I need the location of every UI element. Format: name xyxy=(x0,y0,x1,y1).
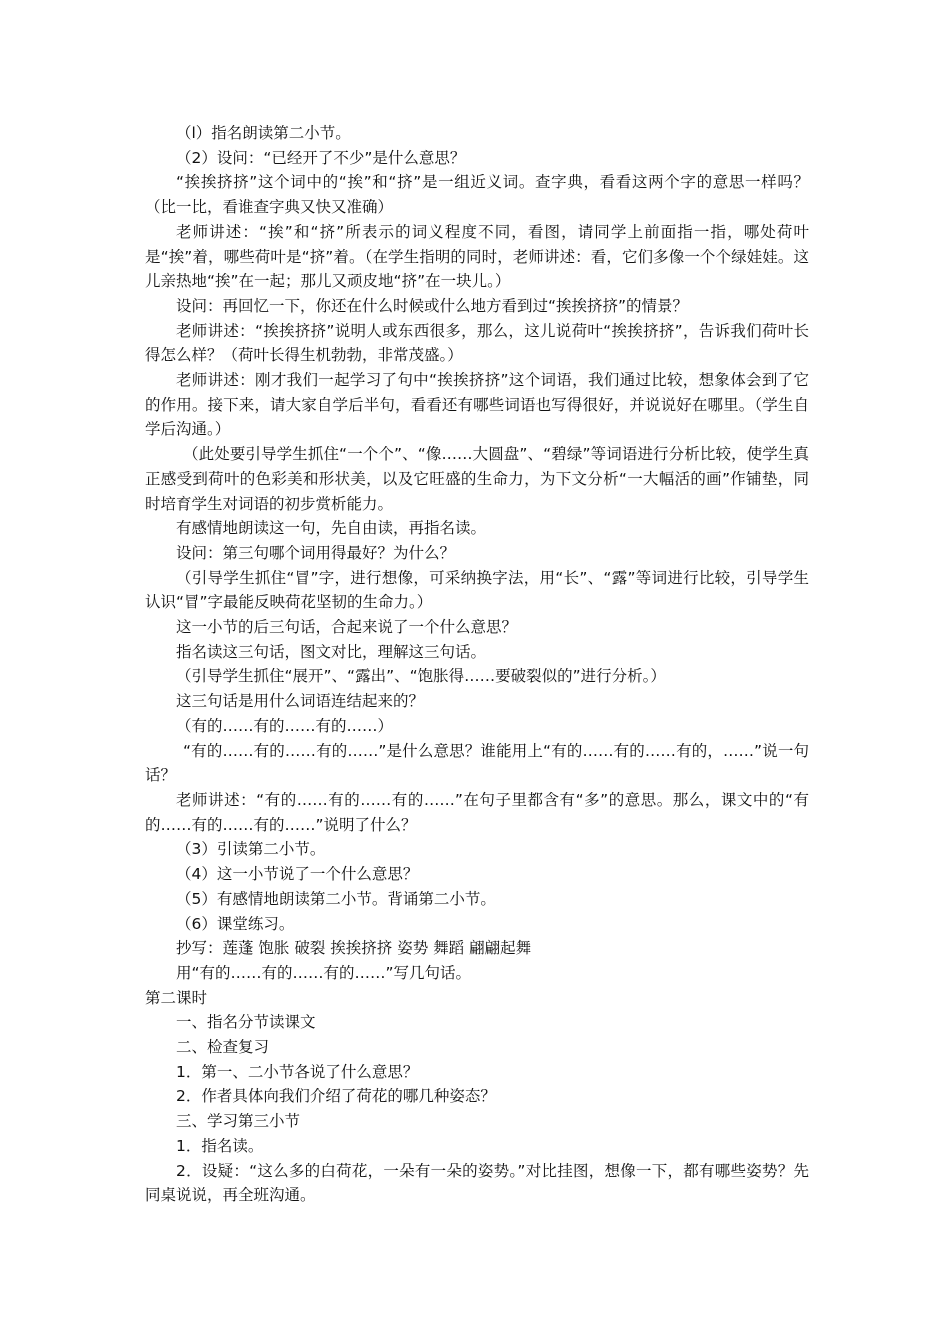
paragraph: （5）有感情地朗读第二小节。背诵第二小节。 xyxy=(176,889,496,908)
section-heading: 第二课时 xyxy=(145,988,208,1007)
paragraph: “挨挨挤挤”这个词中的“挨”和“挤”是一组近义词。查字典，看看这两个字的意思一样吗？（比一比，看谁查字典又快又准确） xyxy=(145,173,809,217)
paragraph: 1．指名读。 xyxy=(176,1136,264,1155)
paragraph: （4）这一小节说了一个什么意思？ xyxy=(176,865,419,884)
paragraph: （l）指名朗读第二小节。 xyxy=(176,124,351,142)
paragraph: 这一小节的后三句话，合起来说了一个什么意思？ xyxy=(176,618,518,637)
paragraph: 2．作者具体向我们介绍了荷花的哪几种姿态？ xyxy=(176,1087,496,1106)
paragraph: 这三句话是用什么词语连结起来的？ xyxy=(176,692,425,711)
paragraph: 老师讲述：“有的……有的……有的……”在句子里都含有“多”的意思。那么，课文中的“有的……有的……有的……”说明了什么？ xyxy=(145,790,809,834)
paragraph: 老师讲述：刚才我们一起学习了句中“挨挨挤挤”这个词语，我们通过比较，想象体会到了它的作用。接下来，请大家自学后半句，看看还有哪些词语也写得很好，并说说好在哪里。（学生自学后沟通。） xyxy=(145,371,809,439)
paragraph: 指名读这三句话，图文对比，理解这三句话。 xyxy=(176,642,487,661)
paragraph: （6）课堂练习。 xyxy=(176,914,295,933)
paragraph: 三、学习第三小节 xyxy=(176,1112,301,1131)
paragraph: （3）引读第二小节。 xyxy=(176,840,326,859)
paragraph: 设问：第三句哪个词用得最好？为什么？ xyxy=(176,543,456,562)
paragraph: 老师讲述：“挨挨挤挤”说明人或东西很多，那么，这儿说荷叶“挨挨挤挤”，告诉我们荷叶长得怎么样？（荷叶长得生机勃勃，非常茂盛。） xyxy=(145,321,809,365)
paragraph: （引导学生抓住“展开”、“露出”、“饱胀得……要破裂似的”进行分析。） xyxy=(176,667,666,686)
paragraph: 设问：再回忆一下，你还在什么时候或什么地方看到过“挨挨挤挤”的情景？ xyxy=(176,296,689,315)
paragraph: 2．设疑：“这么多的白荷花，一朵有一朵的姿势。”对比挂图，想像一下，都有哪些姿势？先同桌说说，再全班沟通。 xyxy=(145,1161,809,1205)
document-body xyxy=(145,121,809,1208)
paragraph: 抄写：莲蓬 饱胀 破裂 挨挨挤挤 姿势 舞蹈 翩翩起舞 xyxy=(176,939,532,958)
paragraph: “有的……有的……有的……”是什么意思？谁能用上“有的……有的……有的，……”说一句话？ xyxy=(145,741,809,785)
paragraph: （引导学生抓住“冒”字，进行想像，可采纳换字法，用“长”、“露”等词进行比较，引导学生认识“冒”字最能反映荷花坚韧的生命力。） xyxy=(145,568,809,612)
paragraph: 一、指名分节读课文 xyxy=(176,1013,316,1032)
paragraph: （2）设问：“已经开了不少”是什么意思？ xyxy=(176,148,466,167)
paragraph: （此处要引导学生抓住“一个个”、“像……大圆盘”、“碧绿”等词语进行分析比较，使学生真正感受到荷叶的色彩美和形状美，以及它旺盛的生命力，为下文分析“一大幅活的画”作铺垫，同时培育学生对词语的初步赏析能力。 xyxy=(145,445,809,513)
paragraph: 用“有的……有的……有的……”写几句话。 xyxy=(176,963,472,982)
paragraph: 老师讲述：“挨”和“挤”所表示的词义程度不同，看图，请同学上前面指一指，哪处荷叶是“挨”着，哪些荷叶是“挤”着。（在学生指明的同时，老师讲述：看，它们多像一个个绿娃娃。这儿亲热地“挨”在一起；那儿又顽皮地“挤”在一块儿。） xyxy=(145,222,809,291)
paragraph: 1．第一、二小节各说了什么意思？ xyxy=(176,1062,419,1081)
paragraph: 二、检查复习 xyxy=(176,1038,270,1057)
paragraph: 有感情地朗读这一句，先自由读，再指名读。 xyxy=(176,519,487,538)
paragraph: （有的……有的……有的……） xyxy=(176,716,394,735)
